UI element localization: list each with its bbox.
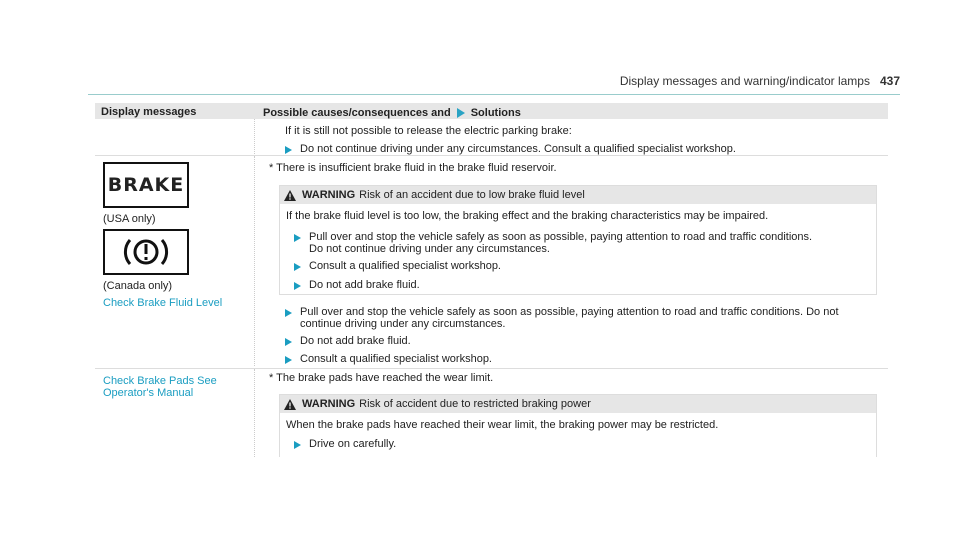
col-solutions-label: Solutions [470,106,521,119]
warning-bullet-1a: Pull over and stop the vehicle safely as soon as possible, paying attention to road and traffic conditions. [309,231,813,243]
warning-text: When the brake pads have reached their wear limit, the braking power may be restricted. [286,419,719,431]
usa-only-label: (USA only) [103,213,156,225]
row0-line: If it is still not possible to release the electric parking brake: [285,125,572,137]
warning-label: WARNING [302,398,356,410]
brake-warning-icon [103,229,189,275]
messages-table [95,103,888,450]
row2-cause: * The brake pads have reached the wear limit. [269,372,494,384]
row0-bullet: Do not continue driving under any circumstances. Consult a qualified specialist workshop. [300,143,736,155]
warning-box [279,394,877,457]
row1-bullet-1b: continue driving under any circumstances. [300,318,506,330]
warning-bullet-3: Do not add brake fluid. [309,279,420,291]
col-causes-label: Possible causes/consequences and [263,106,451,119]
col-display-messages: Display messages [101,106,197,118]
bullet-icon [285,309,292,317]
bullet-icon [294,441,301,449]
header-title: Display messages and warning/indicator lamps [619,74,870,88]
arrow-icon [457,108,465,118]
warning-title: Risk of an accident due to low brake fluid level [359,189,585,201]
header-rule [88,94,900,95]
table-row [95,369,888,457]
bullet-icon [285,356,292,364]
canada-only-label: (Canada only) [103,280,173,292]
row1-bullet-2: Do not add brake fluid. [300,335,411,347]
page-header [620,74,900,88]
message-check-brake-pads-1: Check Brake Pads See [103,375,217,387]
page-number: 437 [879,74,900,88]
bullet-icon [285,146,292,154]
warning-bullet-1b: Do not continue driving under any circumstances. [309,243,550,255]
row1-bullet-3: Consult a qualified specialist workshop. [300,353,492,365]
bullet-icon [285,338,292,346]
table-row [95,119,888,156]
row1-bullet-1a: Pull over and stop the vehicle safely as soon as possible, paying attention to road and traffic conditions. Do not [300,306,839,318]
table-header [95,103,888,119]
warning-text: If the brake fluid level is too low, the braking effect and the braking characteristics may be impaired. [286,210,769,222]
col-causes-solutions [255,103,521,119]
warning-bullet-2: Consult a qualified specialist workshop. [309,260,501,272]
brake-lamp-icon: BRAKE [103,162,189,208]
row1-cause: * There is insufficient brake fluid in the brake fluid reservoir. [269,162,557,174]
warning-triangle-icon [284,399,296,410]
warning-title: Risk of accident due to restricted braking power [359,398,591,410]
warning-label: WARNING [302,189,356,201]
message-check-brake-fluid: Check Brake Fluid Level [103,297,223,309]
message-check-brake-pads-2: Operator's Manual [103,387,194,399]
warning-bullet-1: Drive on carefully. [309,438,397,450]
table-row [95,156,888,366]
